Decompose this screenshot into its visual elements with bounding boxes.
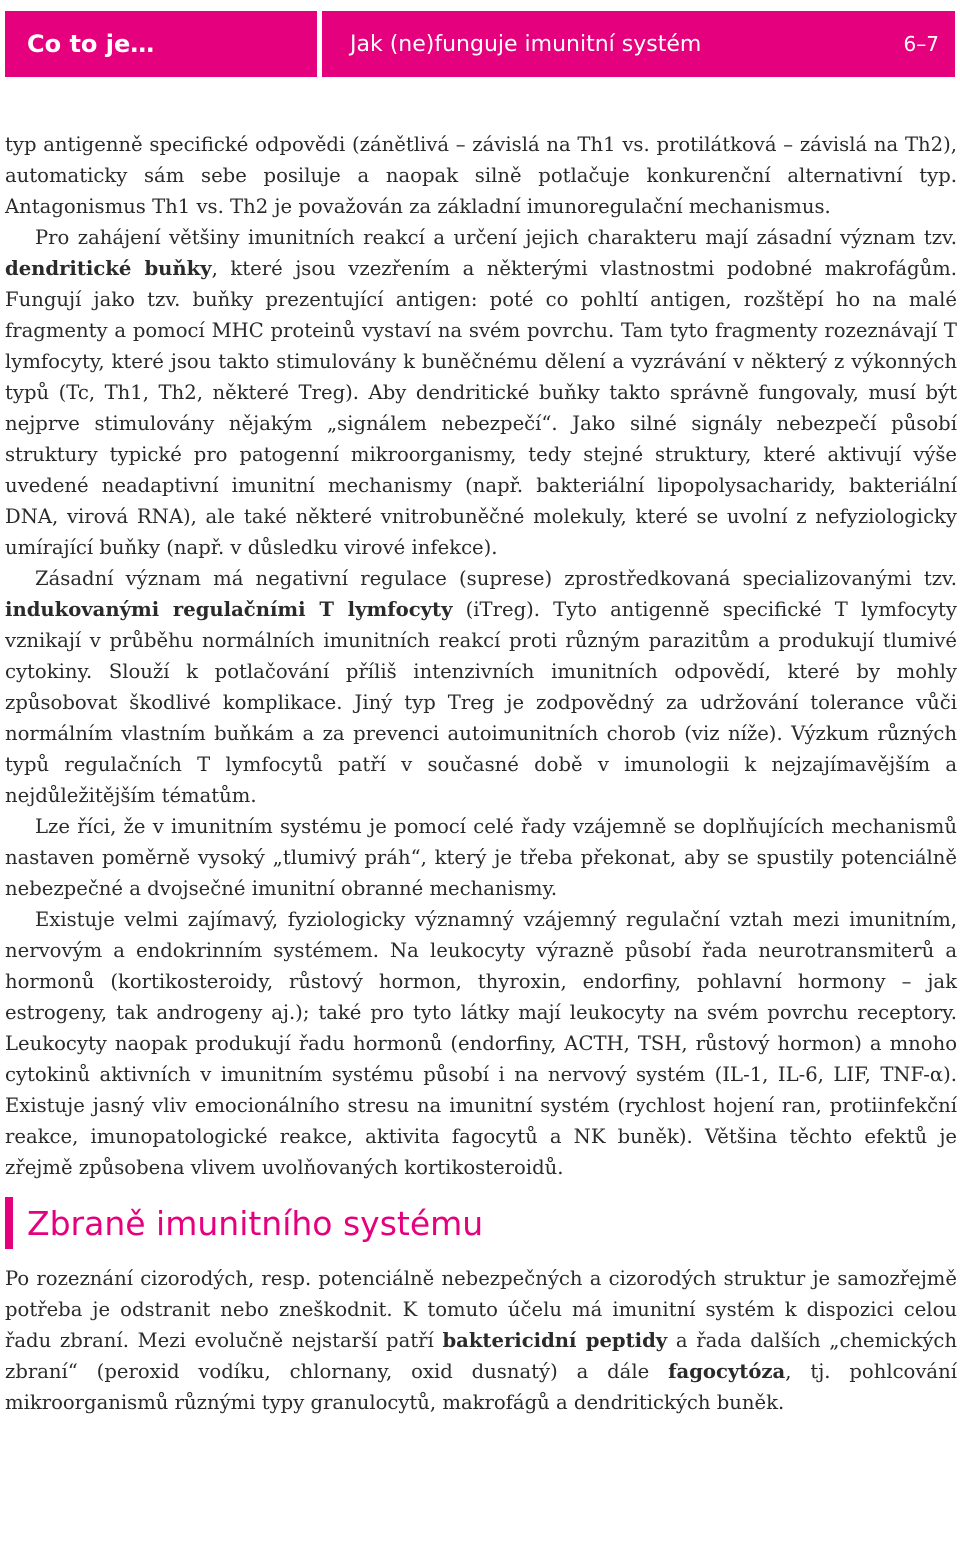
paragraph-text: (iTreg). Tyto antigenně specifické T lymfocyty vznikají v průběhu normálních imunitních reakcí proti různým parazitům a produkují tlumivé cytokiny. Slouží k potlačování příliš intenzivních imunitních odpovědí, které by mohly způsobovat škodlivé komplikace. Jiný typ Treg je zodpovědný za udržování tolerance vůči normálním vlastním buňkám a za prevenci autoimunitních chorob (viz níže). Výzkum různých typů regulačních T lymfocytů patří v současné době v imunologii k nejzajímavějším a nejdůležitějším tématům.	[5, 598, 957, 807]
title-bar	[322, 11, 955, 77]
article-body	[5, 129, 957, 1418]
term-itreg: indukovanými regulačními T lymfocyty	[5, 598, 453, 621]
section-tab	[5, 11, 317, 77]
paragraph-text: Po rozeznání cizorodých, resp. potenciálně nebezpečných a cizorodých struktur je samozřejmě potřeba je odstranit nebo zneškodnit. K tomuto účelu má imunitní systém k dispozici celou řadu zbraní. Mezi evolučně nejstarší patří	[5, 1267, 957, 1352]
paragraph-text: a řada dalších „chemických zbraní“ (peroxid vodíku, chlornany, oxid dusnatý) a dále	[5, 1329, 957, 1383]
paragraph-text: Pro zahájení většiny imunitních reakcí a určení jejich charakteru mají zásadní význam tzv.	[35, 226, 957, 249]
heading-accent-bar	[5, 1197, 13, 1249]
paragraph-text: Zásadní význam má negativní regulace (suprese) zprostředkovaná specializovanými tzv.	[35, 567, 957, 590]
chapter-title: Jak (ne)funguje imunitní systém	[350, 31, 702, 57]
page-numbers: 6–7	[903, 32, 939, 56]
paragraph-th1-th2: typ antigenně specifické odpovědi (zánětlivá – závislá na Th1 vs. protilátková – závislá na Th2), automaticky sám sebe posiluje a naopak silně potlačuje konkurenční alternativní typ. Antagonismus Th1 vs. Th2 je považován za základní imunoregulační mechanismus.	[5, 133, 957, 218]
term-bactericidal-peptides: baktericidní peptidy	[442, 1329, 668, 1352]
paragraph-text: , tj. pohlcování mikroorganismů různými typy granulocytů, makrofágů a dendritických buněk.	[5, 1360, 957, 1414]
paragraph-itreg	[5, 563, 957, 811]
term-phagocytosis: fagocytóza	[668, 1360, 786, 1383]
section-label: Co to je…	[27, 30, 155, 58]
page-header	[5, 11, 955, 77]
paragraph-neuro-endocrine: Existuje velmi zajímavý, fyziologicky významný vzájemný regulační vztah mezi imunitním, nervovým a endokrinním systémem. Na leukocyty výrazně působí řada neurotransmiterů a hormonů (kortikosteroidy, růstový hormon, thyroxin, endorfiny, pohlavní hormony – jak estrogeny, tak androgeny aj.); také pro tyto látky mají leukocyty na svém povrchu receptory. Leukocyty naopak produkují řadu hormonů (endorfiny, ACTH, TSH, růstový hormon) a mnoho cytokinů aktivních v imunitním systému působí i na nervový systém (IL-1, IL-6, LIF, TNF-α). Existuje jasný vliv emocionálního stresu na imunitní systém (rychlost hojení ran, protiinfekční reakce, imunopatologické reakce, aktivita fagocytů a NK buněk). Většina těchto efektů je zřejmě způsobena vlivem uvolňovaných kortikosteroidů.	[5, 908, 957, 1179]
paragraph-threshold: Lze říci, že v imunitním systému je pomocí celé řady vzájemně se doplňujících mechanismů nastaven poměrně vysoký „tlumivý práh“, který je třeba překonat, aby se spustily potenciálně nebezpečné a dvojsečné imunitní obranné mechanismy.	[5, 815, 957, 900]
section-heading-text: Zbraně imunitního systému	[27, 1203, 484, 1243]
term-dendritic-cells: dendritické buňky	[5, 257, 212, 280]
paragraph-weapons	[5, 1263, 957, 1418]
section-heading	[5, 1197, 957, 1249]
paragraph-text: , které jsou vzezřením a některými vlastnostmi podobné makrofágům. Fungují jako tzv. buňky prezentující antigen: poté co pohltí antigen, rozštěpí ho na malé fragmenty a pomocí MHC proteinů vystaví na svém povrchu. Tam tyto fragmenty rozeznávají T lymfocyty, které jsou takto stimulovány k buněčnému dělení a vyzrávání v některý z výkonných typů (Tc, Th1, Th2, některé Treg). Aby dendritické buňky takto správně fungovaly, musí být nejprve stimulovány nějakým „signálem nebezpečí“. Jako silné signály nebezpečí působí struktury typické pro patogenní mikroorganismy, tedy stejné struktury, které aktivují výše uvedené neadaptivní imunitní mechanismy (např. bakteriální lipopolysacharidy, bakteriální DNA, virová RNA), ale také některé vnitrobuněčné molekuly, které se uvolní z nefyziologicky umírající buňky (např. v důsledku virové infekce).	[5, 257, 957, 559]
paragraph-dendritic-cells	[5, 222, 957, 563]
